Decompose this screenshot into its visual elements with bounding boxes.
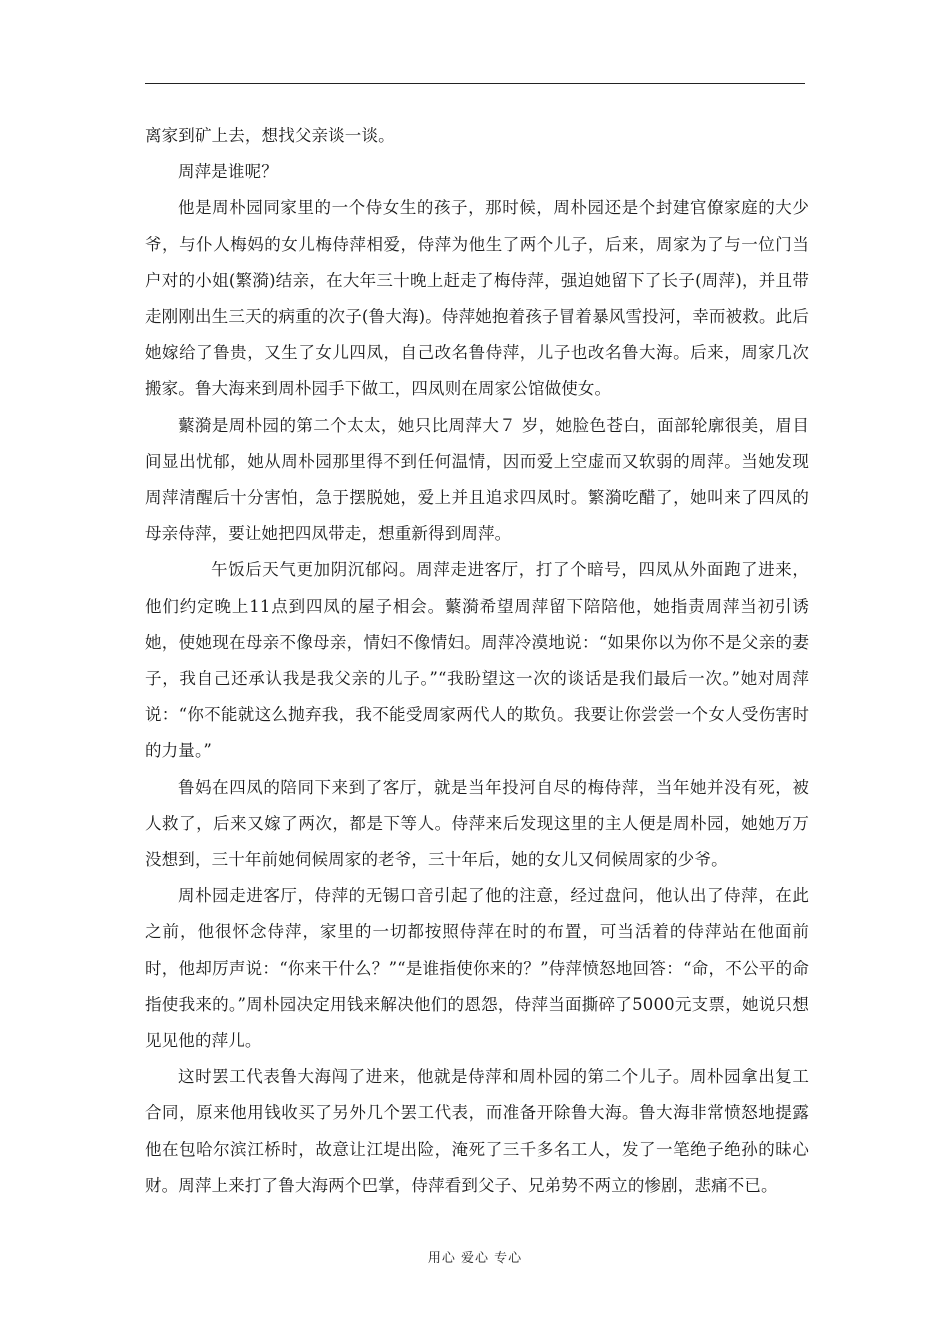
paragraph-question: 周萍是谁呢？ [178, 162, 278, 182]
paragraph-fanyi: 蘩漪是周朴园的第二个太太，她只比周萍大７ 岁，她脸色苍白，面部轮廓很美，眉目间显出忧郁，她从周朴园那里得不到任何温情，因而爱上空虚而又软弱的周萍。当她发现周萍清醒后十分害怕，急于摆脱她，爱上并且追求四凤时。繁漪吃醋了，她叫来了四凤的母亲侍萍，要让她把四凤带走，想重新得到周萍。 [145, 415, 809, 544]
paragraph-background: 他是周朴园同家里的一个侍女生的孩子，那时候，周朴园还是个封建官僚家庭的大少爷，与仆人梅妈的女儿梅侍萍相爱，侍萍为他生了两个儿子，后来，周家为了与一位门当户对的小姐(繁漪)结亲，在大年三十晚上赶走了梅侍萍，强迫她留下了长子(周萍)，并且带走刚刚出生三天的病重的次子(鲁大海)。侍萍她抱着孩子冒着暴风雪投河，幸而被救。此后她嫁给了鲁贵，又生了女儿四凤，自己改名鲁侍萍，儿子也改名鲁大海。后来，周家几次搬家。鲁大海来到周朴园手下做工，四凤则在周家公馆做使女。 [145, 198, 809, 399]
document-body [145, 118, 809, 1204]
paragraph-lu-dahai: 这时罢工代表鲁大海闯了进来，他就是侍萍和周朴园的第二个儿子。周朴园拿出复工合同，原来他用钱收买了另外几个罢工代表，而准备开除鲁大海。鲁大海非常愤怒地提露他在包哈尔滨江桥时，故意让江堤出险，淹死了三千多名工人，发了一笔绝子绝孙的昧心财。周萍上来打了鲁大海两个巴掌，侍萍看到父子、兄弟势不两立的惨剧，悲痛不已。 [145, 1067, 809, 1195]
page-footer: 用心 爱心 专心 [427, 1251, 523, 1266]
paragraph-lu-ma: 鲁妈在四凤的陪同下来到了客厅，就是当年投河自尽的梅侍萍，当年她并没有死，被人救了，后来又嫁了两次，都是下等人。侍萍来后发现这里的主人便是周朴园，她她万万没想到，三十年前她伺候周家的老爷，三十年后，她的女儿又伺候周家的少爷。 [145, 777, 809, 870]
paragraph-continuation: 离家到矿上去，想找父亲谈一谈。 [145, 126, 395, 145]
paragraph-afternoon: 午饭后天气更加阴沉郁闷。周萍走进客厅，打了个暗号，四凤从外面跑了进来，他们约定晚上11点到四凤的屋子相会。蘩漪希望周萍留下陪陪他，她指责周萍当初引诱她，使她现在母亲不像母亲，情妇不像情妇。周萍冷漠地说：“如果你以为你不是父亲的妻子，我自己还承认我是我父亲的儿子。”“我盼望这一次的谈话是我们最后一次。”她对周萍说：“你不能就这么抛弃我，我不能受周家两代人的欺负。我要让你尝尝一个女人受伤害时的力量。” [145, 560, 809, 761]
paragraph-zhou-puyuan: 周朴园走进客厅，侍萍的无锡口音引起了他的注意，经过盘问，他认出了侍萍，在此之前，他很怀念侍萍，家里的一切都按照侍萍在时的布置，可当活着的侍萍站在他面前时，他却厉声说：“你来干什么？”“是谁指使你来的？”侍萍愤怒地回答：“命，不公平的命指使我来的。”周朴园决定用钱来解决他们的恩怨，侍萍当面撕碎了5000元支票，她说只想见见他的萍儿。 [145, 886, 809, 1051]
header-rule [145, 83, 805, 84]
